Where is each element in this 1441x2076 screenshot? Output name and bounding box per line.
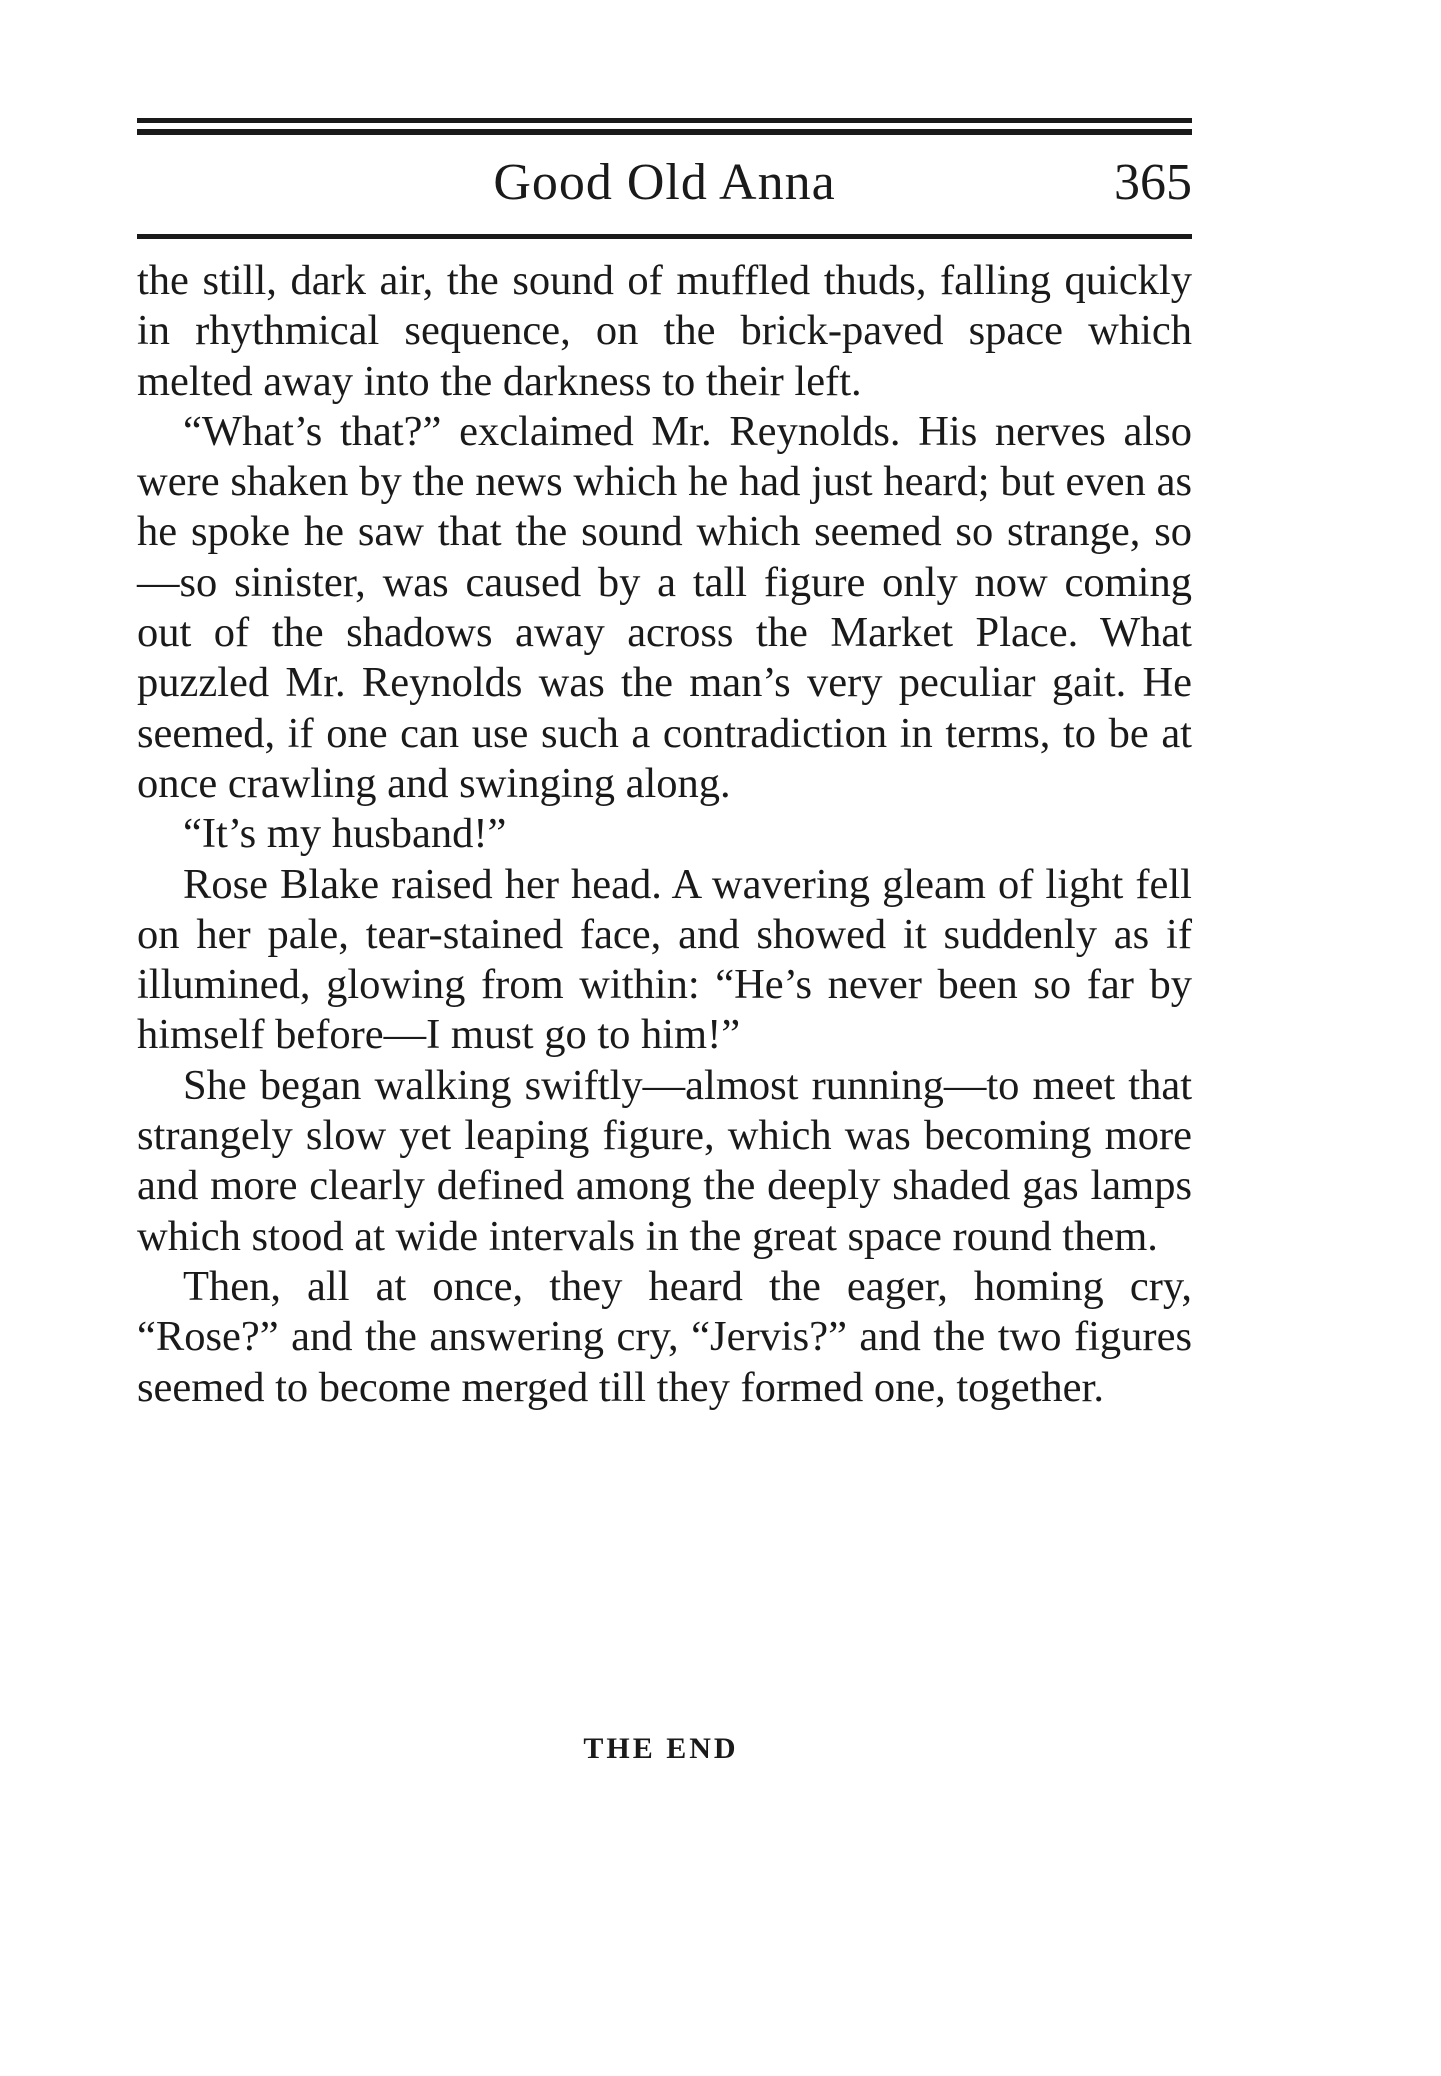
- the-end-label: THE END: [583, 1732, 739, 1765]
- paragraph: the still, dark air, the sound of muffled thuds, falling quickly in rhythmical sequence, on the brick-paved space which melted away into the darkness to their left.: [137, 257, 1192, 405]
- paragraph: “It’s my husband!”: [183, 810, 507, 858]
- running-head-title: Good Old Anna: [493, 154, 836, 211]
- paragraph: She began walking swiftly—almost running—to meet that strangely slow yet leaping figure, which was becoming more and more clearly defined among the deeply shaded gas lamps which stood at wide intervals in the great space round them.: [137, 1061, 1192, 1260]
- header-rule-top: [137, 118, 1192, 123]
- header-rule-top-thick: [137, 129, 1192, 135]
- paragraph: “What’s that?” exclaimed Mr. Reynolds. His nerves also were shaken by the news which he had just heard; but even as he spoke he saw that the sound which seemed so strange, so—so sinister, was caused by a tall figure only now coming out of the shadows away across the Market Place. What puzzled Mr. Reynolds was the man’s very peculiar gait. He seemed, if one can use such a contradiction in terms, to be at once crawling and swinging along.: [137, 407, 1192, 807]
- paragraph: Rose Blake raised her head. A wavering gleam of light fell on her pale, tear-stained face, and showed it suddenly as if illumined, glowing from within: “He’s never been so far by himself before—I must go to him!”: [137, 860, 1192, 1059]
- page-number: 365: [1114, 154, 1192, 211]
- paragraph: Then, all at once, they heard the eager, homing cry, “Rose?” and the answering cry, “Jervis?” and the two figures seemed to become merged till they formed one, together.: [137, 1262, 1192, 1411]
- header-rule-bottom: [137, 234, 1192, 239]
- body-text: [137, 256, 1192, 1413]
